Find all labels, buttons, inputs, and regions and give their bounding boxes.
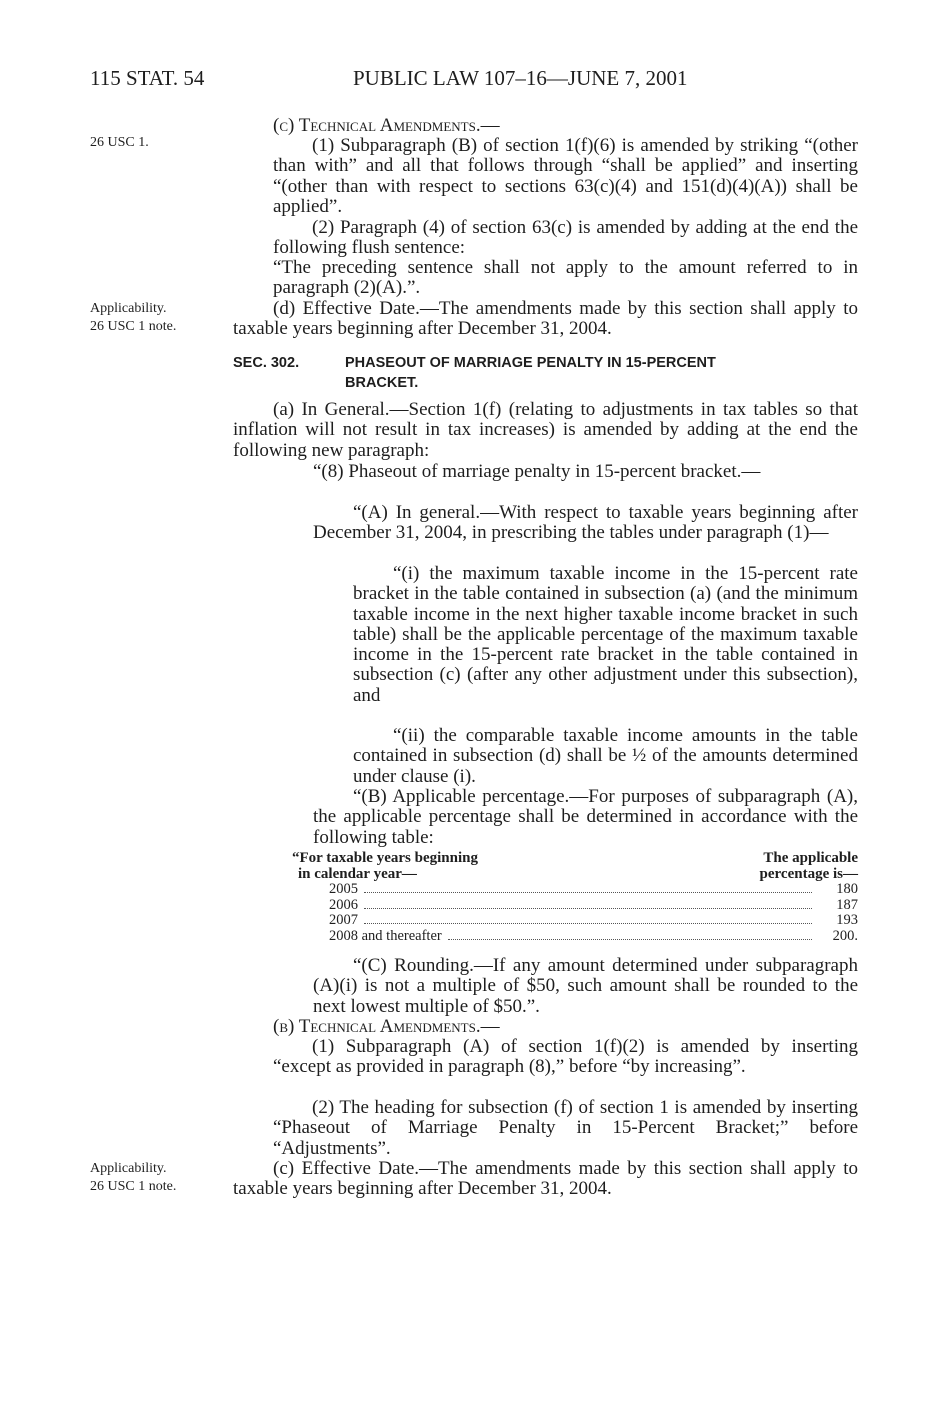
leader-dots — [448, 939, 812, 940]
paragraph: (2) Paragraph (4) of section 63(c) is amended by adding at the end the following flush sentence: — [273, 217, 858, 259]
margin-note-usc: 26 USC 1. — [90, 135, 149, 150]
table-row — [292, 882, 858, 898]
new-paragraph-heading: “(8) Phaseout of marriage penalty in 15-percent bracket.— — [313, 461, 761, 482]
section-number: SEC. 302. — [233, 355, 300, 371]
subparagraph-C: “(C) Rounding.—If any amount determined under subparagraph (A)(i) is not a multiple of $50, such amount shall be rounded to the next lowest multiple of $50.”. — [313, 955, 858, 1017]
paragraph: (a) In General.—Section 1(f) (relating to adjustments in tax tables so that inflation will not result in tax increases) is amended by adding at the end the following new paragraph: — [233, 399, 858, 461]
clause-i: “(i) the maximum taxable income in the 15-percent rate bracket in the table contained in subsection (a) (and the minimum taxable income in the next higher taxable income bracket in such table) shall be the applicable percentage of the maximum taxable income in the 15-percent rate bracket in the table contained in subsection (c) (after any other adjustment under this subsection), and — [353, 563, 858, 706]
table-cell-year: 2007 — [329, 912, 358, 928]
section-heading — [233, 353, 858, 393]
paragraph: (1) Subparagraph (B) of section 1(f)(6) is amended by striking “(other than with” and all that follows through “shall be applied” and inserting “(other than with respect to sections 63(c)(4) and 151(d)(4)(A)) shall be applied”. — [273, 135, 858, 217]
table-header-percentage: The applicable percentage is— — [759, 850, 858, 882]
effective-date-paragraph: (d) Effective Date.—The amendments made by this section shall apply to taxable years beginning after December 31, 2004. — [233, 298, 858, 340]
leader-dots — [364, 908, 812, 909]
table-cell-year: 2008 and thereafter — [329, 927, 442, 944]
table-row — [292, 929, 858, 945]
subsection-heading: (c) Technical Amendments.— — [273, 115, 500, 136]
table-header-year: “For taxable years beginning in calendar year— — [292, 850, 478, 882]
leader-dots — [364, 923, 812, 924]
table-cell-year: 2006 — [329, 896, 358, 913]
margin-note-applicability: Applicability. — [90, 301, 167, 316]
paragraph: (1) Subparagraph (A) of section 1(f)(2) is amended by inserting “except as provided in paragraph (8),” before “by increasing”. — [273, 1036, 858, 1078]
section-title-line2: BRACKET. — [345, 375, 419, 391]
subsection-heading: (b) Technical Amendments.— — [273, 1016, 500, 1037]
table-cell-percentage: 193 — [836, 912, 858, 928]
table-header — [292, 850, 858, 882]
table-cell-year: 2005 — [329, 881, 358, 897]
table-cell-percentage: 200. — [832, 927, 858, 944]
applicable-percentage-table — [292, 850, 858, 944]
page-stat-number: 115 STAT. 54 — [90, 66, 205, 90]
margin-note-usc-note: 26 USC 1 note. — [90, 1179, 177, 1194]
table-row — [292, 898, 858, 914]
subparagraph-B: “(B) Applicable percentage.—For purposes of subparagraph (A), the applicable percentage shall be determined in accordance with the following table: — [313, 786, 858, 848]
clause-ii: “(ii) the comparable taxable income amounts in the table contained in subsection (d) shall be ½ of the amounts determined under clause (i). — [353, 725, 858, 787]
flush-quote: “The preceding sentence shall not apply to the amount referred to in paragraph (2)(A).”. — [273, 257, 858, 299]
leader-dots — [364, 892, 812, 893]
margin-note-usc-note: 26 USC 1 note. — [90, 319, 177, 334]
paragraph: (2) The heading for subsection (f) of section 1 is amended by inserting “Phaseout of Marriage Penalty in 15-Percent Bracket;” before “Adjustments”. — [273, 1097, 858, 1159]
table-row — [292, 913, 858, 929]
subparagraph-A: “(A) In general.—With respect to taxable years beginning after December 31, 2004, in prescribing the tables under paragraph (1)— — [313, 502, 858, 544]
effective-date-paragraph: (c) Effective Date.—The amendments made by this section shall apply to taxable years beginning after December 31, 2004. — [233, 1158, 858, 1200]
table-cell-percentage: 180 — [836, 881, 858, 897]
margin-note-applicability: Applicability. — [90, 1161, 167, 1176]
page-running-title: PUBLIC LAW 107–16—JUNE 7, 2001 — [353, 66, 688, 90]
table-cell-percentage: 187 — [836, 896, 858, 913]
section-title-line1: PHASEOUT OF MARRIAGE PENALTY IN 15-PERCENT — [345, 355, 716, 371]
